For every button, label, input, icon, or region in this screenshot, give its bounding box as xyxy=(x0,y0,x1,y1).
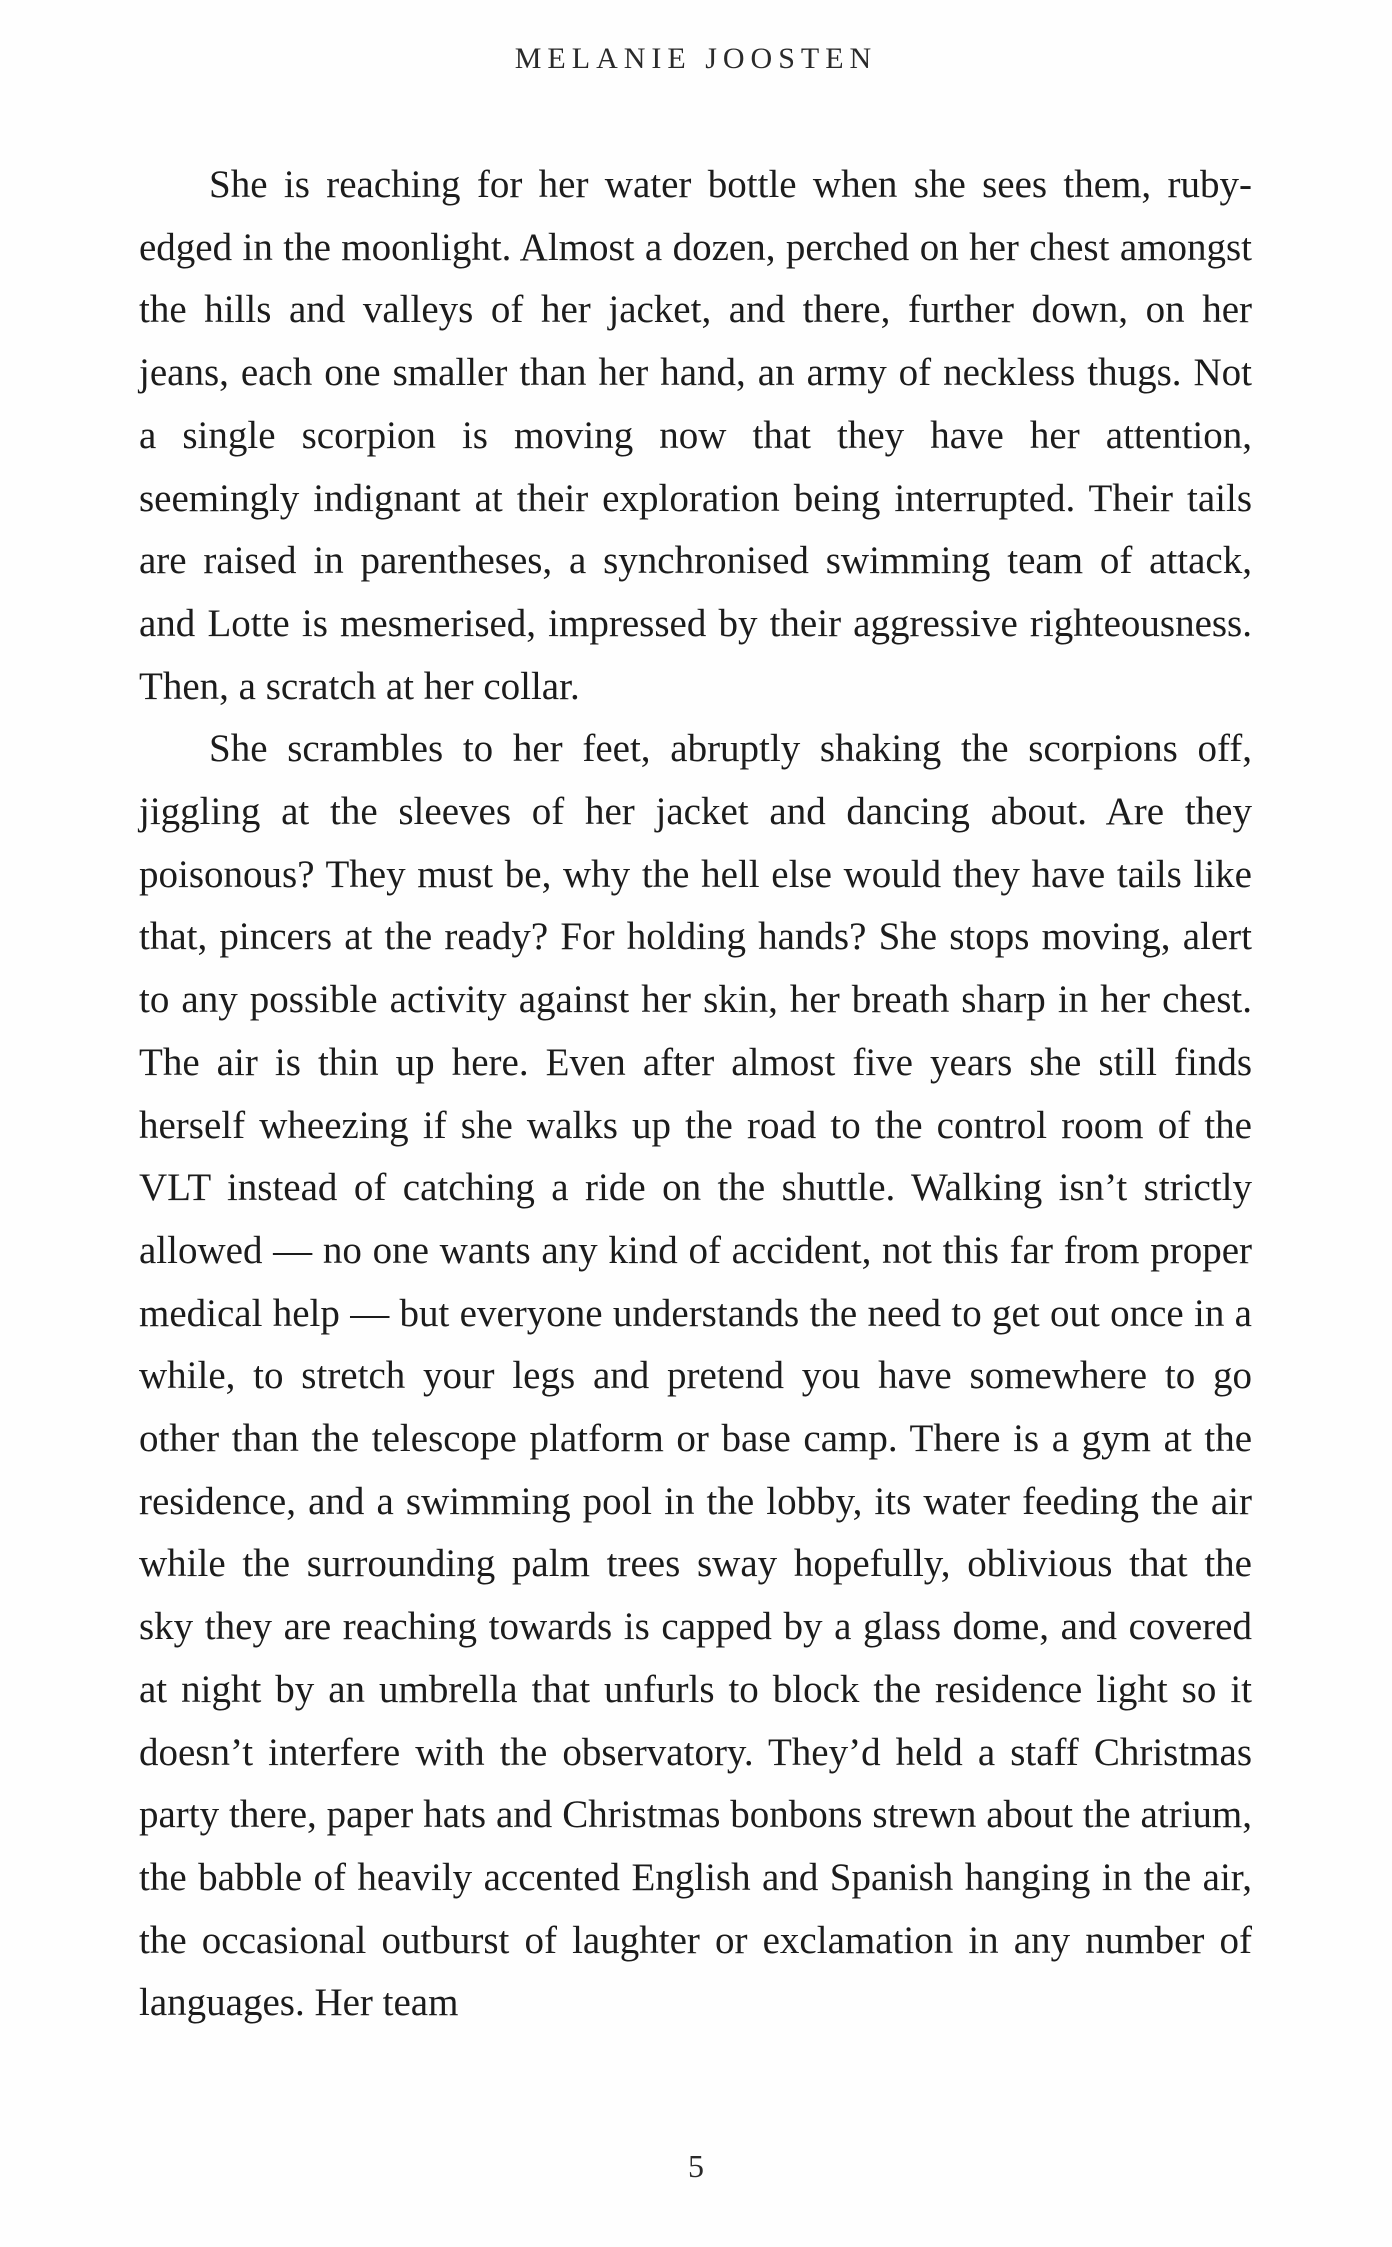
body-text xyxy=(139,154,1252,2035)
paragraph-2: She scrambles to her feet, abruptly shaking the scorpions off, jiggling at the sleeves of her jacket and dancing about. Are they poisonous? They must be, why the hell else would they have tails like that, pincers at the ready? For holding hands? She stops moving, alert to any possible activity against her skin, her breath sharp in her chest. The air is thin up here. Even after almost five years she still finds herself wheezing if she walks up the road to the control room of the VLT instead of catching a ride on the shuttle. Walking isn’t strictly allowed — no one wants any kind of accident, not this far from proper medical help — but everyone understands the need to get out once in a while, to stretch your legs and pretend you have somewhere to go other than the telescope platform or base camp. There is a gym at the residence, and a swimming pool in the lobby, its water feeding the air while the surrounding palm trees sway hopefully, oblivious that the sky they are reaching towards is capped by a glass dome, and covered at night by an umbrella that unfurls to block the residence light so it doesn’t interfere with the observatory. They’d held a staff Christmas party there, paper hats and Christmas bonbons strewn about the atrium, the babble of heavily accented English and Spanish hanging in the air, the occasional outburst of laughter or exclamation in any number of languages. Her team xyxy=(139,727,1252,2025)
paragraph-1: She is reaching for her water bottle when she sees them, ruby-edged in the moonlight. Almost a dozen, perched on her chest amongst the hills and valleys of her jacket, and there, further down, on her jeans, each one smaller than her hand, an army of neckless thugs. Not a single scorpion is moving now that they have her attention, seemingly indignant at their exploration being interrupted. Their tails are raised in parentheses, a synchronised swimming team of attack, and Lotte is mesmerised, impressed by their aggressive righteousness. Then, a scratch at her collar. xyxy=(139,163,1252,708)
page-number: 5 xyxy=(688,2148,704,2184)
running-header: MELANIE JOOSTEN xyxy=(514,42,878,75)
